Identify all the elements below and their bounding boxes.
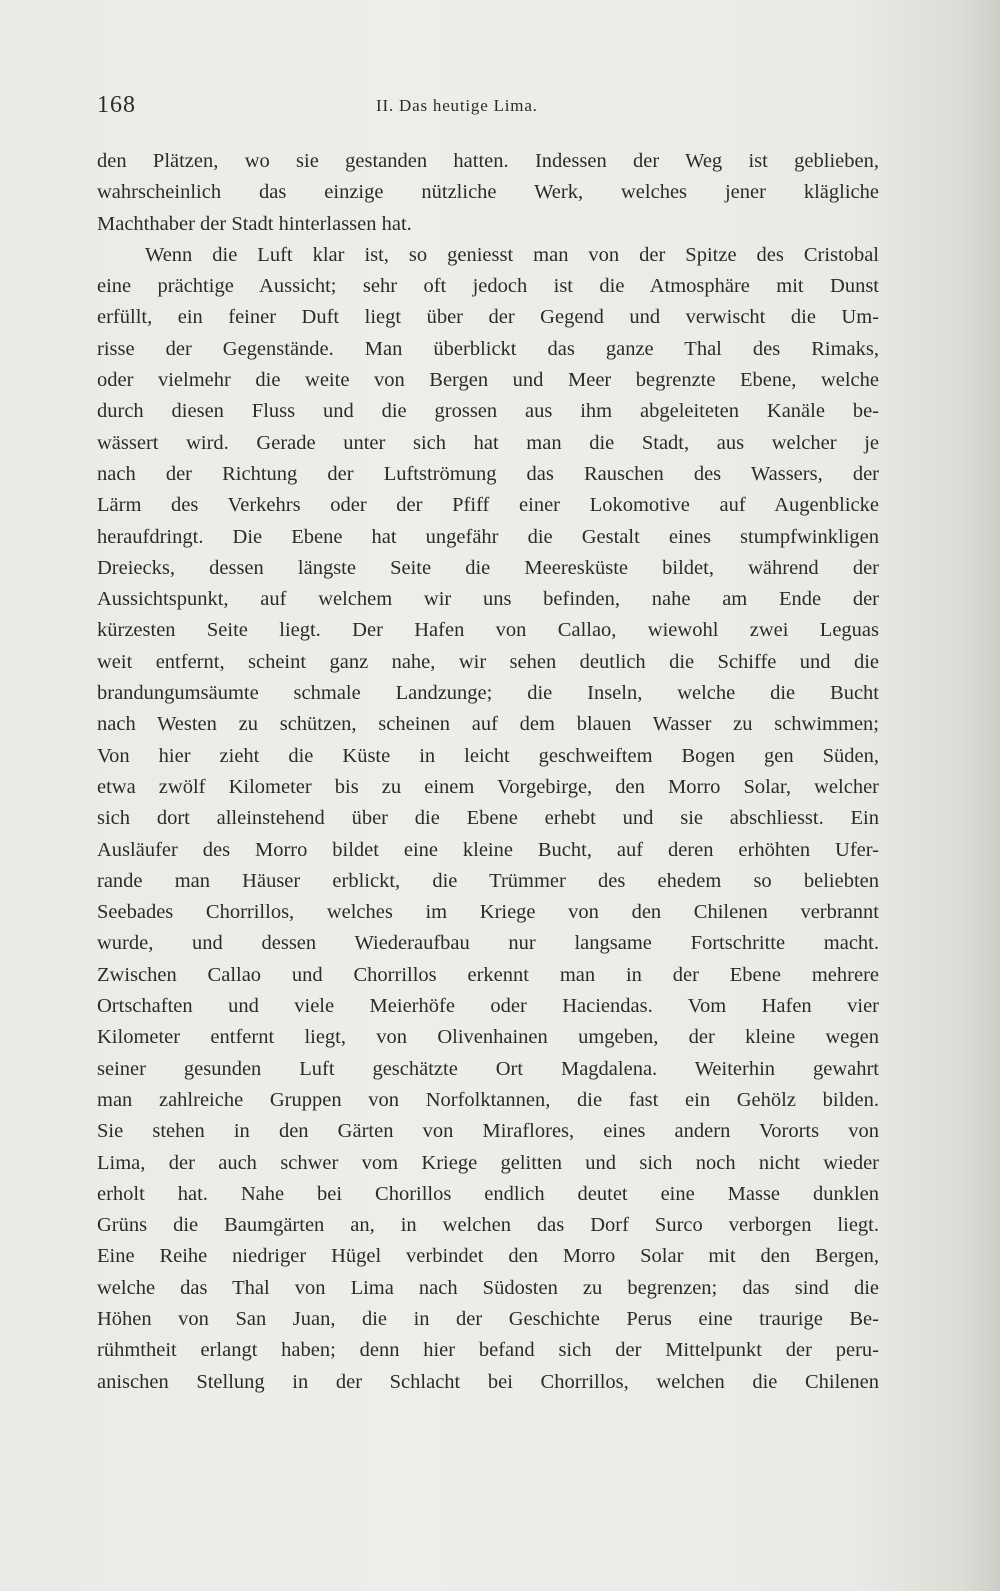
text-line: seiner gesunden Luft geschätzte Ort Magdalena. Weiterhin gewahrt <box>97 1057 879 1080</box>
text-line: rühmtheit erlangt haben; denn hier befand sich der Mittelpunkt der peru- <box>97 1339 879 1362</box>
text-line: durch diesen Fluss und die grossen aus ihm abgeleiteten Kanäle be- <box>97 400 879 423</box>
text-line: man zahlreiche Gruppen von Norfolktannen, die fast ein Gehölz bilden. <box>97 1088 879 1111</box>
text-line: wässert wird. Gerade unter sich hat man die Stadt, aus welcher je <box>97 431 879 454</box>
page-header <box>97 92 879 122</box>
text-line: Höhen von San Juan, die in der Geschichte Perus eine traurige Be- <box>97 1307 879 1330</box>
text-line: Von hier zieht die Küste in leicht geschweiftem Bogen gen Süden, <box>97 744 879 767</box>
text-line: Ausläufer des Morro bildet eine kleine Bucht, auf deren erhöhten Ufer- <box>97 838 879 861</box>
text-line: brandungumsäumte schmale Landzunge; die Inseln, welche die Bucht <box>97 682 879 705</box>
text-line: welche das Thal von Lima nach Südosten zu begrenzen; das sind die <box>97 1276 879 1299</box>
text-line: risse der Gegenstände. Man überblickt das ganze Thal des Rimaks, <box>97 337 879 360</box>
text-line: Zwischen Callao und Chorrillos erkennt man in der Ebene mehrere <box>97 963 879 986</box>
text-line: Ortschaften und viele Meierhöfe oder Haciendas. Vom Hafen vier <box>97 995 879 1018</box>
text-line: nach der Richtung der Luftströmung das Rauschen des Wassers, der <box>97 462 879 485</box>
text-line: Sie stehen in den Gärten von Miraflores, eines andern Vororts von <box>97 1120 879 1143</box>
text-line: nach Westen zu schützen, scheinen auf dem blauen Wasser zu schwimmen; <box>97 713 879 736</box>
text-line: Dreiecks, dessen längste Seite die Meeresküste bildet, während der <box>97 556 879 579</box>
text-line: Lima, der auch schwer vom Kriege gelitten und sich noch nicht wieder <box>97 1151 879 1174</box>
text-line: oder vielmehr die weite von Bergen und Meer begrenzte Ebene, welche <box>97 369 879 392</box>
text-line: Seebades Chorrillos, welches im Kriege von den Chilenen verbrannt <box>97 901 879 924</box>
page-number: 168 <box>97 92 136 118</box>
text-line: wahrscheinlich das einzige nützliche Werk, welches jener klägliche <box>97 181 879 204</box>
text-line: etwa zwölf Kilometer bis zu einem Vorgebirge, den Morro Solar, welcher <box>97 775 879 798</box>
body-text <box>97 146 879 1398</box>
text-line: Grüns die Baumgärten an, in welchen das Dorf Surco verborgen liegt. <box>97 1214 879 1237</box>
text-line: eine prächtige Aussicht; sehr oft jedoch ist die Atmosphäre mit Dunst <box>97 275 879 298</box>
text-line: weit entfernt, scheint ganz nahe, wir sehen deutlich die Schiffe und die <box>97 650 879 673</box>
text-line: Eine Reihe niedriger Hügel verbindet den Morro Solar mit den Bergen, <box>97 1245 879 1268</box>
text-line: Wenn die Luft klar ist, so geniesst man von der Spitze des Cristobal <box>145 243 879 266</box>
text-line: Kilometer entfernt liegt, von Olivenhainen umgeben, der kleine wegen <box>97 1026 879 1049</box>
text-line: sich dort alleinstehend über die Ebene erhebt und sie abschliesst. Ein <box>97 807 879 830</box>
text-line: den Plätzen, wo sie gestanden hatten. Indessen der Weg ist geblieben, <box>97 150 879 172</box>
text-line: Lärm des Verkehrs oder der Pfiff einer Lokomotive auf Augenblicke <box>97 494 879 517</box>
text-line: Machthaber der Stadt hinterlassen hat. <box>97 212 412 235</box>
running-head: II. Das heutige Lima. <box>376 96 538 115</box>
text-line: heraufdringt. Die Ebene hat ungefähr die Gestalt eines stumpfwinkligen <box>97 525 879 548</box>
text-line: kürzesten Seite liegt. Der Hafen von Callao, wiewohl zwei Leguas <box>97 619 879 642</box>
text-line: wurde, und dessen Wiederaufbau nur langsame Fortschritte macht. <box>97 932 879 955</box>
text-line: erfüllt, ein feiner Duft liegt über der Gegend und verwischt die Um- <box>97 306 879 329</box>
text-line: rande man Häuser erblickt, die Trümmer des ehedem so beliebten <box>97 869 879 892</box>
text-line: Aussichtspunkt, auf welchem wir uns befinden, nahe am Ende der <box>97 588 879 611</box>
text-line: anischen Stellung in der Schlacht bei Chorrillos, welchen die Chilenen <box>97 1370 879 1393</box>
text-line: erholt hat. Nahe bei Chorillos endlich deutet eine Masse dunklen <box>97 1182 879 1205</box>
